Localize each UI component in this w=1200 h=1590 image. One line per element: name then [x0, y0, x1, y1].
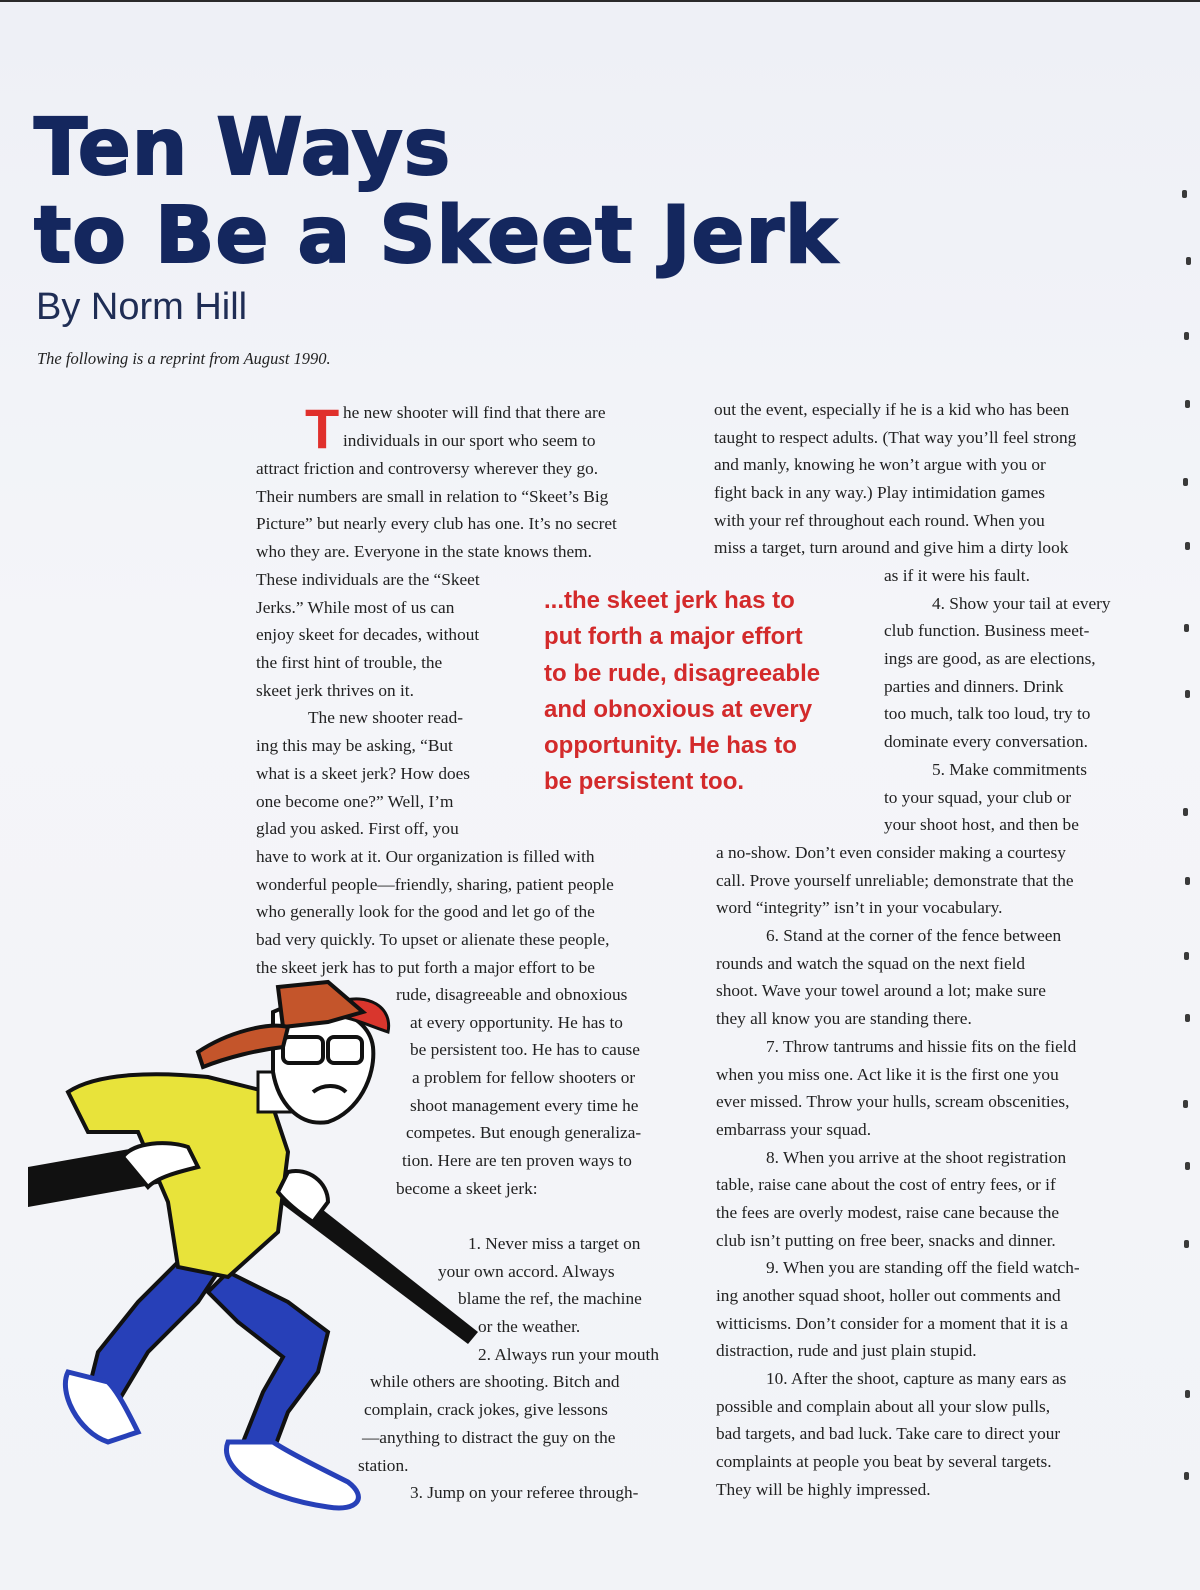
text-line: with your ref throughout each round. When you [714, 510, 1045, 530]
text-line: too much, talk too loud, try to [884, 704, 1091, 724]
text-line: the skeet jerk has to put forth a major effort to be [256, 957, 595, 977]
text-line: miss a target, turn around and give him a dirty look [714, 538, 1069, 558]
article-title [34, 104, 838, 280]
text-line: word “integrity” isn’t in your vocabulary. [716, 898, 1003, 918]
text-line: your own accord. Always [438, 1261, 615, 1281]
pull-quote-line: opportunity. He has to [544, 732, 797, 760]
text-line: be persistent too. He has to cause [410, 1040, 640, 1060]
edge-mark [1182, 190, 1187, 198]
cartoon-shooter-with-shotgun-icon [28, 972, 488, 1552]
text-line: complain, crack jokes, give lessons [364, 1400, 608, 1420]
text-line: what is a skeet jerk? How does [256, 763, 471, 783]
text-line: table, raise cane about the cost of entry fees, or if [716, 1175, 1056, 1195]
edge-mark [1184, 332, 1189, 340]
text-line: parties and dinners. Drink [884, 676, 1064, 696]
text-line: who they are. Everyone in the state knows them. [256, 542, 592, 562]
text-line: call. Prove yourself unreliable; demonstrate that the [716, 870, 1074, 890]
text-line: They will be highly impressed. [716, 1479, 931, 1499]
text-line: when you miss one. Act like it is the first one you [716, 1064, 1059, 1084]
text-line: they all know you are standing there. [716, 1009, 972, 1029]
text-line: club isn’t putting on free beer, snacks and dinner. [716, 1230, 1056, 1250]
title-line-2: to Be a Skeet Jerk [34, 191, 838, 281]
edge-mark [1185, 542, 1190, 550]
drop-cap: T [305, 397, 340, 460]
pull-quote-line: put forth a major effort [544, 623, 803, 651]
column-1-middle [256, 843, 614, 981]
pull-quote-line: ...the skeet jerk has to [544, 587, 795, 614]
text-line: dominate every conversation. [884, 732, 1088, 752]
text-line: tion. Here are ten proven ways to [402, 1151, 632, 1171]
byline: By Norm Hill [36, 286, 248, 328]
text-line: wonderful people—friendly, sharing, patient people [256, 874, 614, 894]
edge-mark [1184, 952, 1189, 960]
pull-quote [544, 583, 820, 801]
edge-mark [1185, 1390, 1190, 1398]
text-line: shoot. Wave your towel around a lot; make sure [716, 981, 1046, 1001]
text-line: or the weather. [478, 1317, 581, 1337]
text-line: he new shooter will find that there are [343, 403, 606, 422]
text-line: witticisms. Don’t consider for a moment that it is a [716, 1313, 1068, 1333]
text-line: fight back in any way.) Play intimidation games [714, 483, 1045, 503]
text-line: distraction, rude and just plain stupid. [716, 1341, 977, 1361]
text-line: a no-show. Don’t even consider making a courtesy [716, 843, 1066, 862]
text-line: ever missed. Throw your hulls, scream obscenities, [716, 1092, 1070, 1112]
text-line: shoot management every time he [410, 1095, 639, 1115]
column-2-top [714, 396, 1076, 562]
column-2-bottom [716, 839, 1080, 1504]
edge-mark [1183, 478, 1188, 486]
text-line: 1. Never miss a target on [468, 1234, 641, 1253]
text-line: competes. But enough generaliza- [406, 1123, 642, 1143]
pull-quote-line: to be rude, disagreeable [544, 659, 821, 687]
text-line: The new shooter read- [308, 708, 463, 728]
text-line: possible and complain about all your slow pulls, [716, 1396, 1051, 1416]
text-line: taught to respect adults. (That way you’ll feel strong [714, 427, 1077, 447]
text-line: and manly, knowing he won’t argue with you or [714, 455, 1046, 475]
edge-mark [1185, 1162, 1190, 1170]
text-line: Picture” but nearly every club has one. It’s no secret [256, 514, 617, 534]
edge-mark [1183, 808, 1188, 816]
text-line: the fees are overly modest, raise cane because the [716, 1202, 1060, 1222]
text-line: as if it were his fault. [884, 566, 1030, 585]
text-line: 3. Jump on your referee through- [410, 1483, 639, 1503]
text-line: become a skeet jerk: [396, 1178, 538, 1198]
text-line: one become one?” Well, I’m [256, 791, 454, 811]
column-1-narrow [256, 566, 480, 843]
text-line: 2. Always run your mouth [478, 1344, 659, 1364]
text-line: rounds and watch the squad on the next field [716, 953, 1026, 973]
text-line: Their numbers are small in relation to “Skeet’s Big [256, 486, 609, 506]
text-line: 10. After the shoot, capture as many ears as [766, 1369, 1067, 1389]
page-edge-marks [1164, 2, 1200, 1590]
text-line: attract friction and controversy wherever they go. [256, 459, 599, 478]
pull-quote-line: be persistent too. [544, 768, 745, 796]
text-line: complaints at people you beat by several targets. [716, 1452, 1052, 1472]
text-line: 9. When you are standing off the field watch- [766, 1258, 1080, 1278]
title-line-1: Ten Ways [34, 103, 452, 193]
text-line: 7. Throw tantrums and hissie fits on the field [766, 1036, 1077, 1056]
intro-paragraph [343, 399, 605, 454]
edge-mark [1185, 400, 1190, 408]
text-line: club function. Business meet- [884, 621, 1090, 641]
text-line: ings are good, as are elections, [884, 649, 1096, 669]
text-line: a problem for fellow shooters or [412, 1068, 636, 1088]
reprint-note: The following is a reprint from August 1990. [37, 349, 331, 368]
text-line: rude, disagreeable and obnoxious [396, 985, 628, 1004]
edge-mark [1184, 1472, 1189, 1480]
edge-mark [1185, 877, 1190, 885]
column-1-top [256, 455, 617, 566]
text-line: have to work at it. Our organization is filled with [256, 847, 595, 866]
edge-mark [1185, 690, 1190, 698]
text-line: blame the ref, the machine [458, 1289, 642, 1309]
text-line: 5. Make commitments [932, 759, 1088, 779]
text-line: your shoot host, and then be [884, 815, 1079, 835]
text-line: the first hint of trouble, the [256, 653, 443, 673]
text-line: 8. When you arrive at the shoot registration [766, 1147, 1067, 1167]
column-2-narrow [884, 562, 1111, 839]
text-line: —anything to distract the guy on the [362, 1427, 616, 1447]
text-line: skeet jerk thrives on it. [256, 680, 414, 700]
text-line: glad you asked. First off, you [256, 819, 459, 839]
text-line: to your squad, your club or [884, 787, 1072, 807]
text-line: out the event, especially if he is a kid who has been [714, 400, 1070, 419]
pull-quote-line: and obnoxious at every [544, 695, 813, 723]
text-line: enjoy skeet for decades, without [256, 625, 480, 645]
text-line: while others are shooting. Bitch and [370, 1372, 620, 1392]
edge-mark [1183, 1100, 1188, 1108]
text-line: who generally look for the good and let go of the [256, 902, 595, 922]
text-line: bad targets, and bad luck. Take care to direct your [716, 1424, 1061, 1444]
text-line: 4. Show your tail at every [932, 593, 1111, 613]
edge-mark [1184, 1240, 1189, 1248]
text-line: ing this may be asking, “But [256, 736, 453, 756]
edge-mark [1184, 624, 1189, 632]
text-line: bad very quickly. To upset or alienate these people, [256, 930, 610, 950]
text-line: embarrass your squad. [716, 1119, 872, 1139]
text-line: 6. Stand at the corner of the fence between [766, 926, 1062, 946]
text-line: Jerks.” While most of us can [256, 597, 455, 617]
edge-mark [1185, 1014, 1190, 1022]
text-line: individuals in our sport who seem to [343, 430, 596, 450]
text-line: station. [358, 1455, 409, 1475]
text-line: These individuals are the “Skeet [256, 570, 480, 589]
edge-mark [1186, 257, 1191, 265]
text-line: at every opportunity. He has to [410, 1012, 623, 1032]
text-line: ing another squad shoot, holler out comments and [716, 1286, 1061, 1305]
